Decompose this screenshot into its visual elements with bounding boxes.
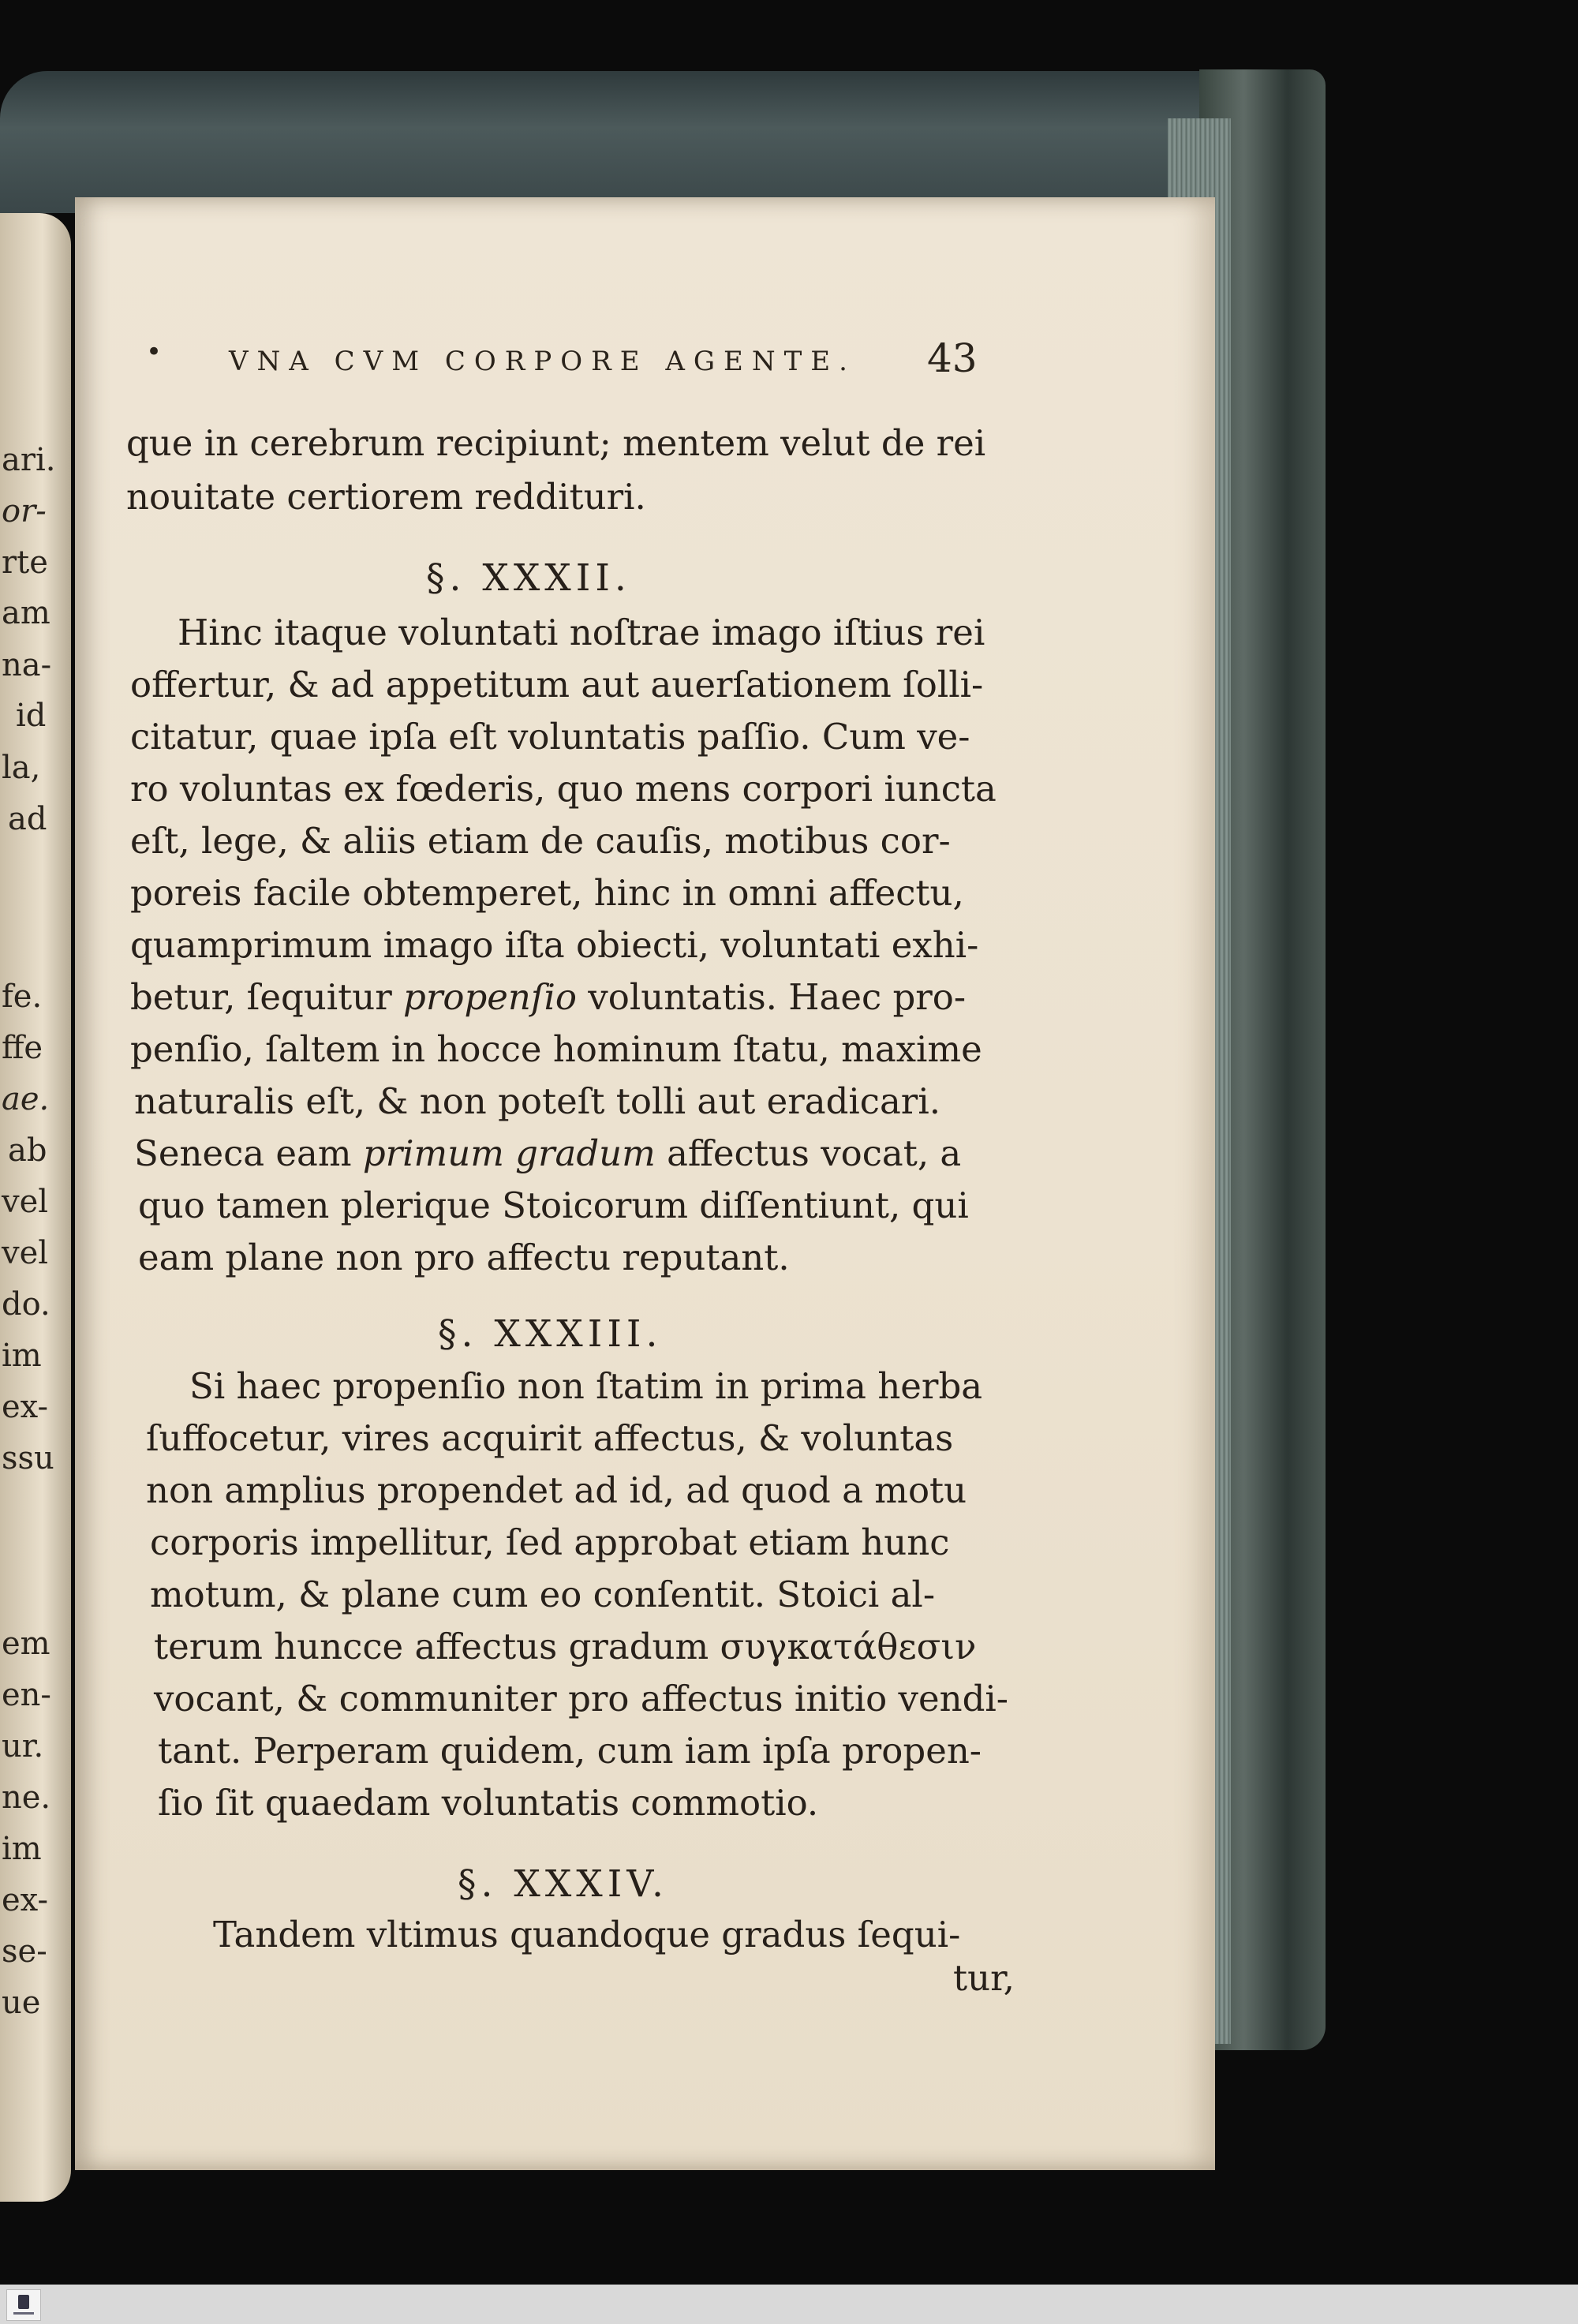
fragment: ex- [2,1389,49,1425]
text-line: poreis facile obtemperet, hinc in omni affectu, [130,872,964,914]
text-line: terum huncce affectus gradum συγκατάθεσιν [154,1626,977,1667]
text-line: Hinc itaque voluntati noſtrae imago iſtius rei [178,612,985,653]
text-line: ſio ſit quaedam voluntatis commotio. [158,1782,819,1824]
catchword: tur, [953,1957,1015,1999]
logo-mark [18,2295,29,2309]
text-line: penſio, ſaltem in hocce hominum ſtatu, maxime [130,1028,982,1070]
text-line [130,972,1014,1023]
fragment: vel [2,1235,49,1271]
text-line: offertur, & ad appetitum aut auerſationem ſolli- [130,664,984,705]
book-cover-top [0,71,1278,213]
text-line: naturalis eſt, & non poteſt tolli aut eradicari. [134,1080,941,1122]
fragment: ue [2,1985,41,2021]
text-line: quamprimum imago iſta obiecti, voluntati exhi- [130,924,979,966]
text-line: tant. Perperam quidem, cum iam ipſa propen- [158,1730,982,1772]
fragment: em [2,1626,50,1662]
text-line: citatur, quae ipſa eſt voluntatis paſſio. Cum ve- [130,716,970,758]
fragment: am [2,595,50,631]
text-line: eſt, lege, & aliis etiam de cauſis, motibus cor- [130,820,951,862]
library-logo-icon[interactable] [6,2289,41,2321]
fragment: fe. [2,979,43,1015]
running-head [146,336,986,387]
page-number: 43 [927,335,978,381]
fragment: ne. [2,1779,51,1816]
fragment: na- [2,647,52,683]
fragment: ex- [2,1882,49,1918]
fragment: ffe [2,1030,43,1066]
text-line: corporis impellitur, ſed approbat etiam hunc [150,1521,950,1563]
text-line: ſuffocetur, vires acquirit affectus, & voluntas [146,1417,954,1459]
text-line: nouitate certiorem reddituri. [126,476,646,518]
text-line: non amplius propendet ad id, ad quod a motu [146,1469,967,1511]
fragment: ur. [2,1728,44,1765]
fragment: im [2,1338,42,1374]
text-line [134,1128,1018,1179]
text-line: Tandem vltimus quandoque gradus ſequi- [213,1914,961,1955]
section-heading: §. XXXIV. [458,1862,668,1906]
fragment: ssu [2,1440,54,1476]
fragment: or- [2,493,47,530]
italic-term: primum gradum [362,1132,656,1174]
section-heading: §. XXXII. [426,556,631,600]
running-head-title: VNA CVM CORPORE AGENTE. [229,346,856,377]
fragment: vel [2,1184,49,1220]
previous-page-edge [0,213,71,2202]
fragment: im [2,1831,42,1867]
fragment: id [16,698,47,734]
fragment: en- [2,1677,51,1713]
fragment: ae. [2,1081,50,1117]
text-line: ro voluntas ex fœderis, quo mens corpori iuncta [130,768,997,810]
text-run: Seneca eam [134,1132,363,1174]
text-line: Si haec propenſio non ſtatim in prima herba [189,1365,983,1407]
fragment: ab [8,1132,47,1169]
fragment: ad [8,801,47,837]
text-line: vocant, & communiter pro affectus initio vendi- [154,1678,1008,1720]
fragment: la, [2,750,41,786]
viewer-footer-bar [0,2285,1578,2324]
text-run: betur, ſequitur [130,976,404,1018]
section-heading: §. XXXIII. [438,1312,663,1356]
text-line: motum, & plane cum eo conſentit. Stoici al- [150,1574,936,1615]
fragment: ari. [2,442,56,478]
bullet: • [146,336,171,368]
italic-term: propenſio [403,976,577,1018]
text-run: affectus vocat, a [655,1132,962,1174]
text-line: eam plane non pro affectu reputant. [138,1237,790,1278]
fragment: rte [2,545,48,581]
text-run: voluntatis. Haec pro- [577,976,967,1018]
fragment: se- [2,1933,47,1970]
text-line: quo tamen plerique Stoicorum diſſentiunt, qui [138,1184,969,1226]
fragment: do. [2,1286,50,1323]
logo-underline [13,2312,34,2315]
text-line: que in cerebrum recipiunt; mentem velut de rei [126,422,986,464]
